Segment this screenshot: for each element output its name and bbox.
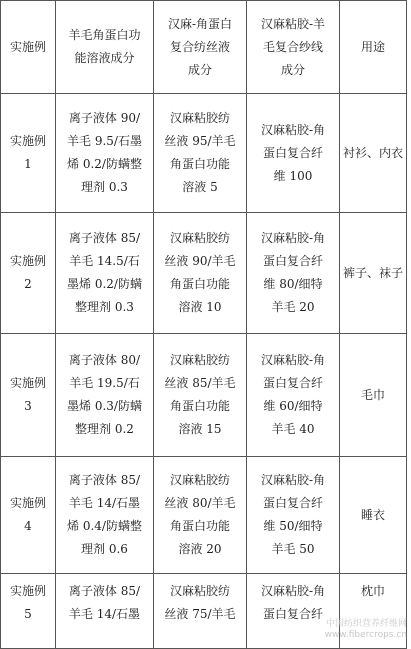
cell-example — [1, 574, 56, 649]
cell-line: 羊毛 9.5/石墨 — [67, 134, 142, 148]
cell-spinning-solution — [154, 457, 247, 574]
cell-line: 汉麻粘胶纺 — [169, 231, 230, 245]
cell-line: 汉麻粘胶纺 — [169, 111, 230, 125]
cell-line: 理剂 0.6 — [81, 542, 128, 556]
cell-example — [1, 213, 56, 334]
cell-spinning-solution — [154, 334, 247, 457]
cell-spinning-solution — [154, 574, 247, 649]
cell-line: 羊毛 19.5/石 — [69, 376, 140, 390]
cell-line: 实施例 — [9, 254, 46, 268]
cell-keratin-solution — [56, 94, 154, 213]
cell-line: 汉麻粘胶-羊 — [260, 16, 326, 31]
cell-line: 丝液 95/羊毛 — [164, 134, 236, 148]
cell-line: 维 80/细特 — [263, 277, 323, 291]
cell-line: 维 100 — [273, 168, 313, 183]
cell-usage — [340, 457, 407, 574]
cell-line: 整理剂 0.3 — [75, 300, 134, 314]
cell-usage — [340, 213, 407, 334]
cell-line: 丝液 80/羊毛 — [164, 496, 236, 510]
cell-line: 汉麻-角蛋白 — [167, 16, 233, 31]
header-cell-usage — [340, 1, 407, 94]
cell-line: 蛋白复合纤 — [262, 376, 323, 390]
watermark — [325, 619, 407, 641]
cell-example — [1, 94, 56, 213]
cell-line: 丝液 85/羊毛 — [164, 376, 236, 390]
header-row — [1, 1, 407, 94]
cell-line: 汉麻粘胶-角 — [260, 353, 326, 367]
cell-line: 墨烯 0.3/防螨 — [67, 399, 142, 413]
cell-line: 角蛋白功能 — [169, 399, 230, 413]
cell-spinning-solution — [154, 94, 247, 213]
cell-line: 用途 — [360, 39, 385, 54]
cell-keratin-solution — [56, 334, 154, 457]
cell-line: 枕巾 — [360, 584, 385, 598]
cell-line: 离子液体 85/ — [68, 473, 141, 487]
cell-example — [1, 457, 56, 574]
cell-yarn — [247, 334, 340, 457]
cell-line: 溶液 20 — [178, 542, 222, 556]
cell-line: 烯 0.4/防螨整 — [67, 519, 142, 533]
watermark-line-2: www.fibercrops.cn — [324, 630, 407, 640]
cell-line: 汉麻粘胶纺 — [169, 584, 230, 598]
cell-line: 角蛋白功能 — [169, 519, 230, 533]
cell-line: 汉麻粘胶-角 — [260, 473, 326, 487]
cell-line: 实施例 — [9, 376, 46, 390]
cell-line: 汉麻粘胶-角 — [260, 584, 326, 598]
cell-line: 汉麻粘胶纺 — [169, 353, 230, 367]
cell-line: 整理剂 0.2 — [75, 422, 134, 436]
cell-keratin-solution — [56, 457, 154, 574]
cell-line: 维 60/细特 — [263, 399, 323, 413]
cell-line: 离子液体 80/ — [68, 353, 141, 367]
cell-line: 溶液 5 — [182, 180, 218, 194]
cell-line: 丝液 90/羊毛 — [164, 254, 236, 268]
cell-line: 2 — [24, 277, 32, 291]
cell-line: 墨烯 0.2/防螨 — [67, 277, 142, 291]
cell-line: 羊毛 14/石墨 — [68, 607, 141, 621]
table-row — [1, 94, 407, 213]
cell-spinning-solution — [154, 213, 247, 334]
cell-line: 1 — [24, 157, 32, 171]
cell-line: 成分 — [187, 62, 212, 77]
cell-line: 3 — [24, 399, 32, 413]
cell-line: 蛋白复合纤 — [262, 607, 323, 621]
cell-line: 实施例 — [9, 584, 46, 598]
cell-line: 羊毛 40 — [271, 422, 315, 436]
header-cell-yarn — [247, 1, 340, 94]
cell-line: 羊毛角蛋白功 — [68, 28, 141, 42]
cell-line: 实施例 — [9, 496, 46, 510]
cell-line: 丝液 75/羊毛 — [164, 607, 236, 621]
cell-keratin-solution — [56, 574, 154, 649]
cell-line: 汉麻粘胶纺 — [169, 473, 230, 487]
cell-line: 成分 — [280, 62, 305, 77]
cell-line: 羊毛 14.5/石 — [69, 254, 140, 268]
cell-keratin-solution — [56, 213, 154, 334]
watermark-line-1: 中国纺织营养纤维网 — [325, 619, 407, 629]
cell-line: 汉麻粘胶-角 — [260, 231, 326, 245]
cell-usage — [340, 94, 407, 213]
cell-line: 溶液 15 — [178, 422, 222, 436]
cell-line: 羊毛 20 — [271, 300, 315, 314]
cell-line: 维 50/细特 — [263, 519, 323, 533]
cell-yarn — [247, 457, 340, 574]
cell-line: 裤子、袜子 — [342, 265, 403, 280]
cell-example — [1, 334, 56, 457]
cell-line: 羊毛 50 — [271, 542, 315, 556]
cell-usage — [340, 334, 407, 457]
cell-line: 实施例 — [9, 39, 46, 54]
table-row — [1, 334, 407, 457]
cell-line: 羊毛 14/石墨 — [68, 496, 141, 510]
cell-line: 汉麻粘胶-角 — [260, 122, 326, 137]
cell-line: 毛巾 — [360, 387, 385, 402]
cell-yarn — [247, 94, 340, 213]
cell-line: 复合纺丝液 — [169, 39, 230, 54]
cell-line: 烯 0.2/防螨整 — [67, 157, 142, 171]
header-cell-example — [1, 1, 56, 94]
cell-line: 蛋白复合纤 — [262, 145, 323, 160]
cell-line: 衬衫、内衣 — [342, 145, 403, 160]
cell-line: 4 — [24, 519, 32, 533]
cell-line: 实施例 — [9, 134, 46, 148]
cell-line: 毛复合纱线 — [262, 39, 323, 54]
cell-line: 溶液 10 — [178, 300, 222, 314]
cell-line: 理剂 0.3 — [81, 180, 128, 194]
cell-line: 角蛋白功能 — [169, 277, 230, 291]
cell-line: 角蛋白功能 — [169, 157, 230, 171]
table-body — [1, 1, 407, 649]
table-row — [1, 213, 407, 334]
cell-line: 5 — [24, 607, 32, 621]
cell-line: 睡衣 — [360, 507, 385, 522]
cell-line: 离子液体 85/ — [68, 231, 141, 245]
header-cell-spinning-solution — [154, 1, 247, 94]
cell-line: 蛋白复合纤 — [262, 254, 323, 268]
cell-line: 能溶液成分 — [74, 51, 135, 65]
cell-line: 离子液体 85/ — [68, 584, 141, 598]
cell-yarn — [247, 213, 340, 334]
cell-line: 离子液体 90/ — [68, 111, 141, 125]
cell-line: 蛋白复合纤 — [262, 496, 323, 510]
table-row — [1, 457, 407, 574]
header-cell-keratin-solution — [56, 1, 154, 94]
